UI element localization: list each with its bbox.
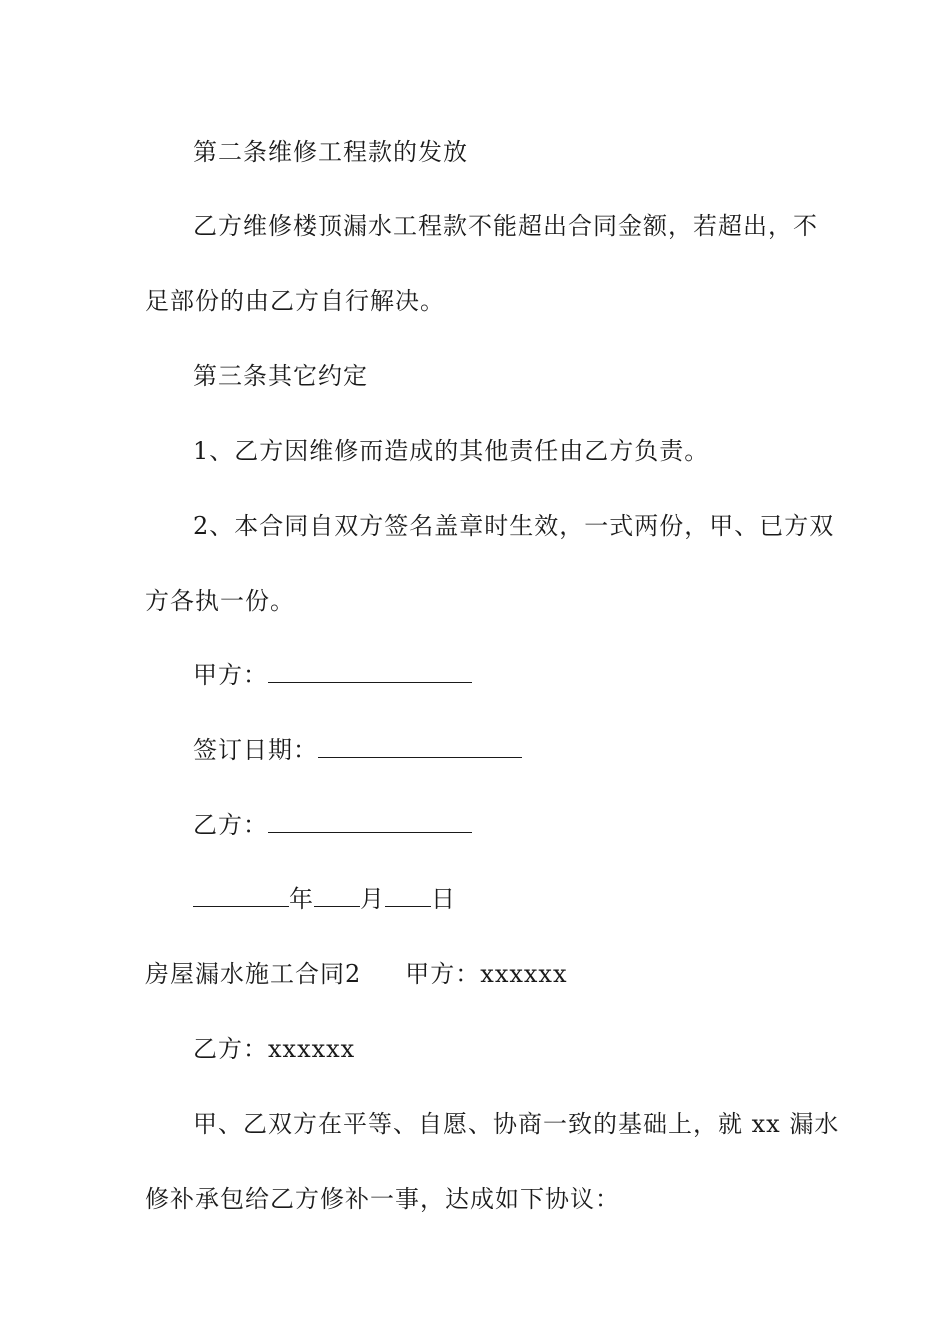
contract-2-title: 房屋漏水施工合同2 (145, 960, 362, 988)
article-3-heading: 第三条其它约定 (193, 362, 368, 390)
article-2-body-line-2: 足部份的由乙方自行解决。 (145, 287, 445, 315)
year-blank[interactable] (193, 884, 289, 907)
sign-date-line (193, 734, 522, 766)
sign-date-label: 签订日期： (193, 736, 318, 764)
sign-date-blank[interactable] (318, 735, 522, 758)
party-b-signature-line (193, 809, 472, 841)
article-3-item-2-line-1: 2、本合同自双方签名盖章时生效，一式两份，甲、已方双 (193, 512, 835, 540)
contract-2-intro-line-1: 甲、乙双方在平等、自愿、协商一致的基础上，就 xx 漏水 (193, 1110, 840, 1138)
contract-2-party-b: 乙方：xxxxxx (193, 1035, 356, 1063)
month-blank[interactable] (314, 884, 360, 907)
article-3-item-1: 1、乙方因维修而造成的其他责任由乙方负责。 (193, 437, 710, 465)
day-blank[interactable] (385, 884, 431, 907)
article-3-item-2-line-2: 方各执一份。 (145, 587, 295, 615)
contract-2-party-a: 甲方：xxxxxx (405, 960, 568, 988)
contract-2-title-line (145, 958, 568, 990)
date-fill-line (193, 883, 456, 915)
party-a-label: 甲方： (193, 661, 268, 689)
year-label: 年 (289, 885, 314, 913)
contract-2-intro-line-2: 修补承包给乙方修补一事，达成如下协议： (145, 1185, 620, 1213)
month-label: 月 (360, 885, 385, 913)
party-a-signature-line (193, 659, 472, 691)
party-a-blank[interactable] (268, 660, 472, 683)
day-label: 日 (431, 885, 456, 913)
party-b-label: 乙方： (193, 811, 268, 839)
article-2-heading: 第二条维修工程款的发放 (193, 138, 468, 166)
party-b-blank[interactable] (268, 810, 472, 833)
article-2-body-line-1: 乙方维修楼顶漏水工程款不能超出合同金额，若超出，不 (193, 212, 818, 240)
